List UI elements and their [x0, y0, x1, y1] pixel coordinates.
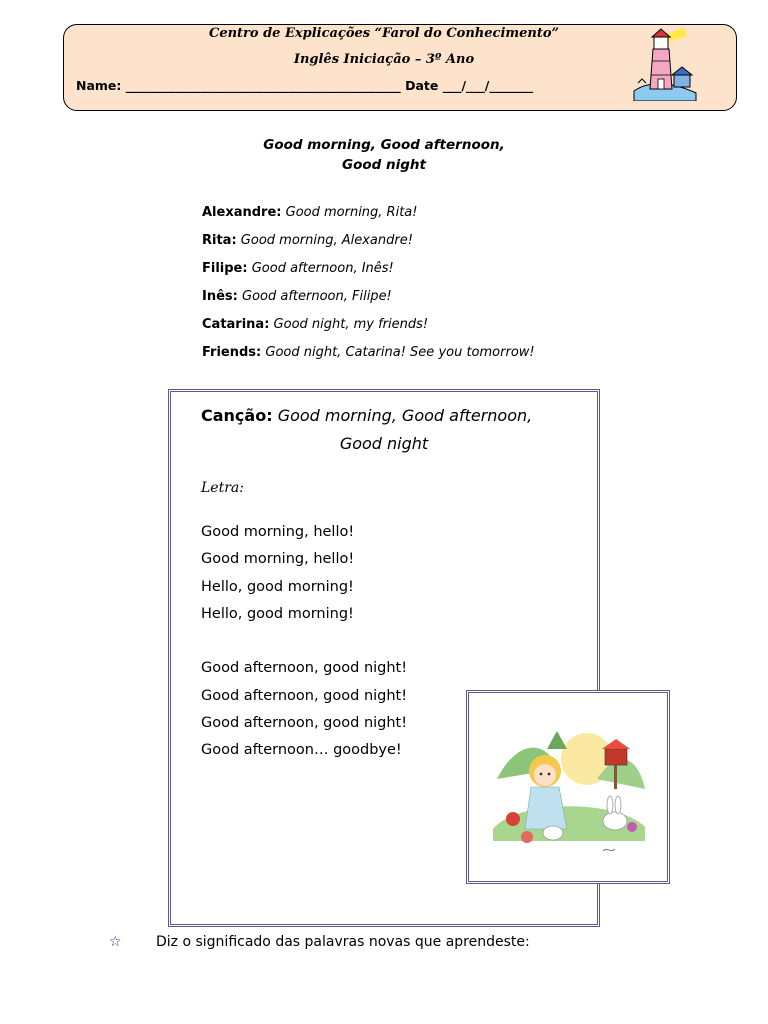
- course-name: Inglês Iniciação – 3º Ano: [293, 52, 475, 67]
- speaker-name: Catarina:: [202, 317, 270, 332]
- name-date-line: Name: ____________________________________________ Date ___/___/_______: [76, 78, 534, 93]
- page-title-line2: Good night: [342, 157, 426, 173]
- star-bullet-icon: ☆: [109, 934, 122, 950]
- lighthouse-icon: [630, 27, 700, 101]
- lyric-line: Good afternoon… goodbye!: [201, 742, 402, 759]
- dialogue-line: [202, 317, 622, 345]
- dialogue-text: Good afternoon, Filipe!: [242, 289, 392, 304]
- dialogue-text: Good night, Catarina! See you tomorrow!: [265, 345, 535, 360]
- lyric-line: Hello, good morning!: [201, 605, 354, 622]
- speaker-name: Filipe:: [202, 261, 248, 276]
- lyrics: [201, 524, 407, 770]
- speaker-name: Inês:: [202, 289, 238, 304]
- header-box: [63, 24, 737, 111]
- dialogue-line: [202, 233, 622, 261]
- lyric-line: Good afternoon, good night!: [201, 715, 408, 732]
- verse-gap: [201, 633, 407, 660]
- dialogue-text: Good morning, Rita!: [285, 205, 418, 220]
- lyric-line: Good morning, hello!: [201, 524, 355, 540]
- question-text: Diz o significado das palavras novas que aprendeste:: [156, 934, 530, 950]
- lyric-line: Good afternoon, good night!: [201, 687, 408, 704]
- dialogue-text: Good afternoon, Inês!: [251, 261, 394, 276]
- dialogue: [202, 205, 622, 373]
- song-title: [201, 406, 532, 425]
- lyric-line: Hello, good morning!: [201, 578, 354, 595]
- dialogue-line: [202, 261, 622, 289]
- dialogue-line: [202, 205, 622, 233]
- song-title-line1: Good morning, Good afternoon,: [277, 406, 533, 425]
- page-title-line1: Good morning, Good afternoon,: [263, 137, 505, 153]
- song-label: Canção:: [201, 406, 273, 425]
- speaker-name: Alexandre:: [202, 205, 282, 220]
- speaker-name: Rita:: [202, 233, 237, 248]
- dialogue-line: [202, 289, 622, 317]
- dialogue-text: Good morning, Alexandre!: [240, 233, 413, 248]
- lyric-line: Good afternoon, good night!: [201, 660, 408, 677]
- illustration-frame: [466, 690, 670, 884]
- speaker-name: Friends:: [202, 345, 262, 360]
- lyric-line: Good morning, hello!: [201, 551, 355, 568]
- girl-with-bunnies-illustration: [487, 709, 649, 867]
- lyrics-label: Letra:: [201, 480, 244, 496]
- school-name: Centro de Explicações “Farol do Conhecimento”: [208, 26, 560, 41]
- dialogue-line: [202, 345, 622, 373]
- song-title-line2: Good night: [339, 434, 429, 453]
- dialogue-text: Good night, my friends!: [273, 317, 429, 332]
